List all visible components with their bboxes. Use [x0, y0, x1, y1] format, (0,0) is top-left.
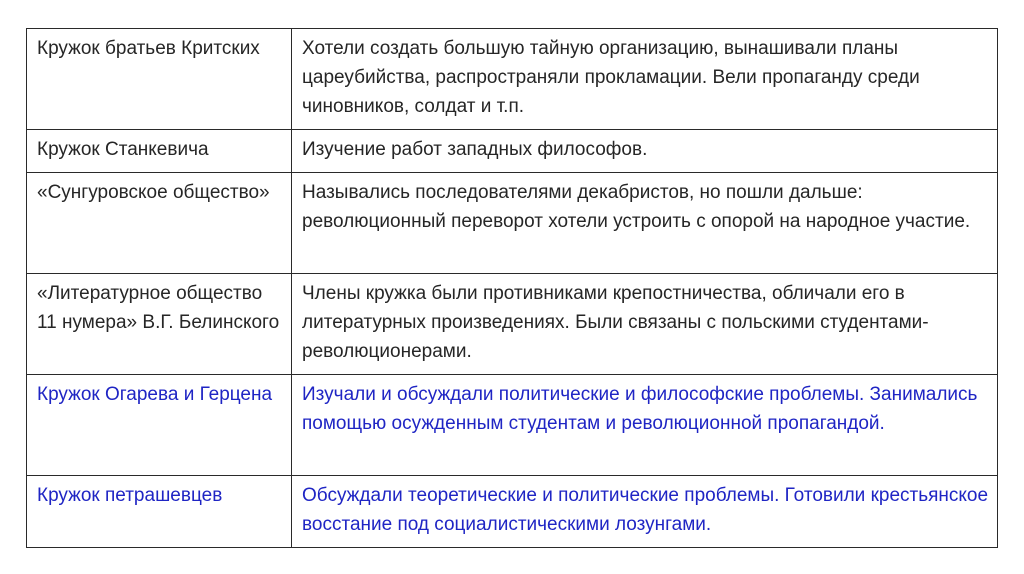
table-row — [27, 130, 998, 173]
circle-name-cell: «Сунгуровское общество» — [27, 173, 292, 274]
circle-name-cell: Кружок Огарева и Герцена — [27, 375, 292, 476]
table-row — [27, 375, 998, 476]
table-row — [27, 173, 998, 274]
circles-table — [26, 28, 998, 548]
table-row — [27, 274, 998, 375]
circle-description-cell: Хотели создать большую тайную организацию, вынашивали планы цареубийства, распространяли прокламации. Вели пропаганду среди чиновников, солдат и т.п. — [292, 29, 998, 130]
circle-description-cell: Обсуждали теоретические и политические проблемы. Готовили крестьянское восстание под социалистическими лозунгами. — [292, 476, 998, 548]
table-row — [27, 29, 998, 130]
table-row — [27, 476, 998, 548]
circle-name-cell: «Литературное общество 11 нумера» В.Г. Белинского — [27, 274, 292, 375]
circle-name-cell: Кружок братьев Критских — [27, 29, 292, 130]
circle-description-cell: Члены кружка были противниками крепостничества, обличали его в литературных произведениях. Были связаны с польскими студентами-революционерами. — [292, 274, 998, 375]
circle-description-cell: Назывались последователями декабристов, но пошли дальше: революционный переворот хотели устроить с опорой на народное участие. — [292, 173, 998, 274]
circle-description-cell: Изучение работ западных философов. — [292, 130, 998, 173]
circle-name-cell: Кружок Станкевича — [27, 130, 292, 173]
circle-description-cell: Изучали и обсуждали политические и философские проблемы. Занимались помощью осужденным студентам и революционной пропагандой. — [292, 375, 998, 476]
circle-name-cell: Кружок петрашевцев — [27, 476, 292, 548]
